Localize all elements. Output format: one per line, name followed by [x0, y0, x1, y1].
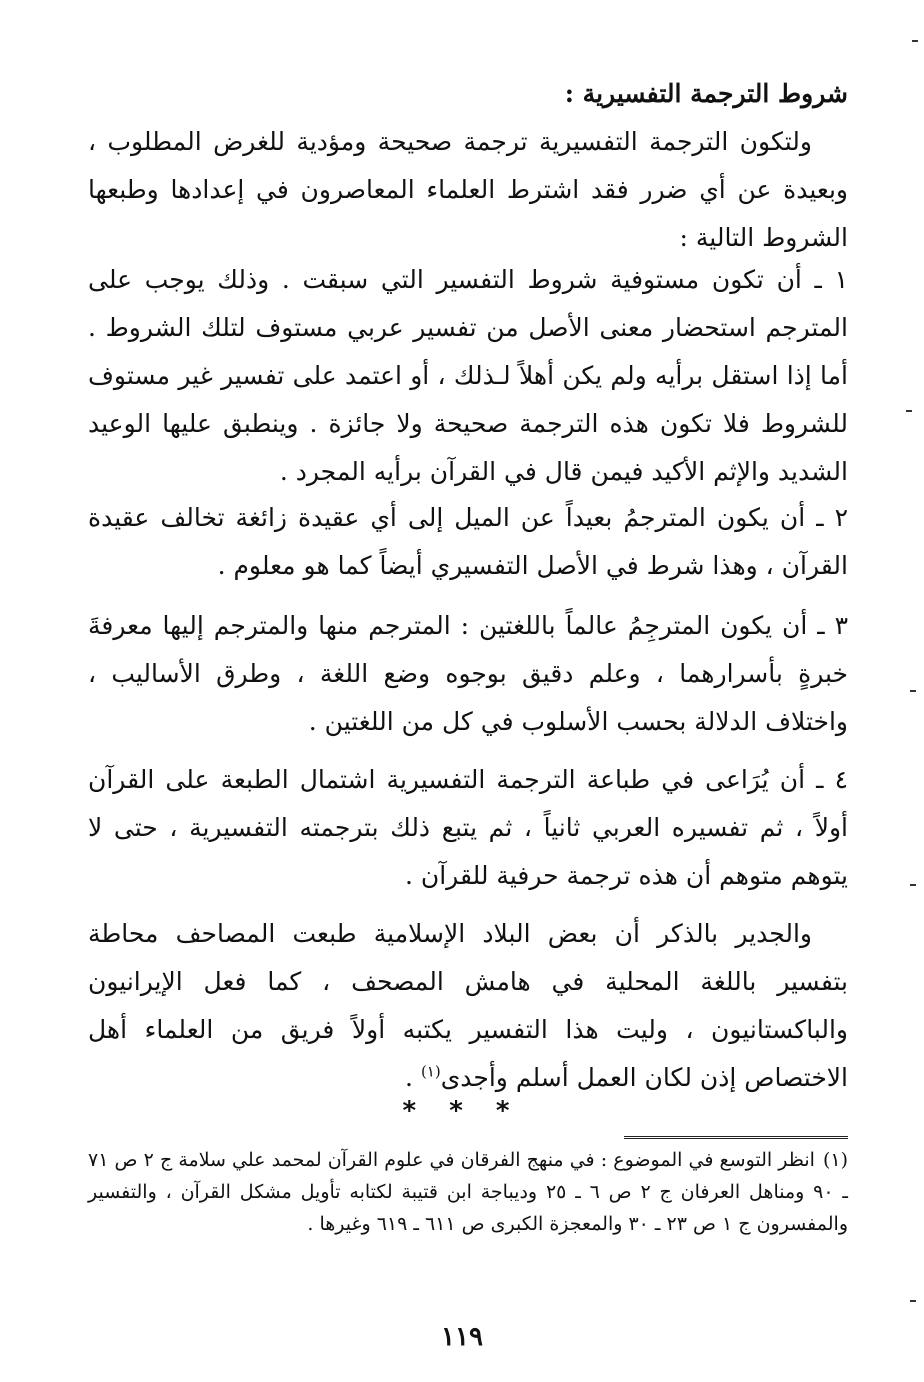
closing-paragraph [88, 910, 848, 1102]
condition-2: ٢ ـ أن يكون المترجمُ بعيداً عن الميل إلى أي عقيدة زائغة تخالف عقيدة القرآن ، وهذا شرط في الأصل التفسيري أيضاً كما هو معلوم . [88, 503, 848, 580]
closing-text: والجدير بالذكر أن بعض البلاد الإسلامية طبعت المصاحف محاطة بتفسير باللغة المحلية في هامش المصحف ، كما فعل الإيرانيون والباكستانيون ، وليت هذا التفسير يكتبه أولاً فريق من العلماء أهل الاختصاص إذن لكان العمل أسلم وأجدى [88, 919, 848, 1092]
section-separator: * * * [402, 1096, 522, 1126]
page-number: ١١٩ [441, 1322, 483, 1352]
footnote-reference: (١) [420, 1062, 441, 1081]
scan-edge-mark [910, 690, 916, 692]
condition-3: ٣ ـ أن يكون المترجِمُ عالماً باللغتين : المترجم منها والمترجم إليها معرفةَ خبرةٍ بأسرارهما ، وعلم دقيق بوجوه وضع اللغة ، وطرق الأساليب ، واختلاف الدلالة بحسب الأسلوب في كل من اللغتين . [88, 611, 848, 736]
scan-edge-mark [912, 40, 918, 42]
footnote [88, 1144, 848, 1240]
scan-edge-mark [906, 410, 912, 412]
section-heading: شروط الترجمة التفسيرية : [564, 79, 848, 108]
footnote-text: انظر التوسع في الموضوع : في منهج الفرقان في علوم القرآن لمحمد علي سلامة ج ٢ ص ٧١ ـ ٩٠ ومناهل العرفان ج ٢ ص ٦ ـ ٢٥ وديباجة ابن قتيبة لكتابه تأويل مشكل القرآن ، والتفسير والمفسرون ج ١ ص ٢٣ ـ ٣٠ والمعجزة الكبرى ص ٦١١ ـ ٦١٩ وغيرها . [88, 1149, 848, 1235]
intro-paragraph: ولتكون الترجمة التفسيرية ترجمة صحيحة ومؤدية للغرض المطلوب ، وبعيدة عن أي ضرر فقد اشترط العلماء المعاصرون في إعدادها وطبعها الشروط التالية : [88, 127, 848, 252]
scan-edge-mark [910, 1300, 916, 1302]
condition-1: ١ ـ أن تكون مستوفية شروط التفسير التي سبقت . وذلك يوجب على المترجم استحضار معنى الأصل من تفسير عربي مستوف لتلك الشروط . أما إذا استقل برأيه ولم يكن أهلاً لـذلك ، أو اعتمد على تفسير غير مستوف للشروط فلا تكون هذه الترجمة صحيحة ولا جائزة . وينطبق عليها الوعيد الشديد والإثم الأكيد فيمن قال في القرآن برأيه المجرد . [88, 265, 848, 486]
condition-4: ٤ ـ أن يُرَاعى في طباعة الترجمة التفسيرية اشتمال الطبعة على القرآن أولاً ، ثم تفسيره العربي ثانياً ، ثم يتبع ذلك بترجمته التفسيرية ، حتى لا يتوهم متوهم أن هذه ترجمة حرفية للقرآن . [88, 765, 848, 890]
closing-end: . [405, 1063, 421, 1092]
scan-edge-mark [910, 884, 916, 886]
footnote-divider [624, 1136, 848, 1139]
footnote-marker: (١) [822, 1149, 848, 1171]
